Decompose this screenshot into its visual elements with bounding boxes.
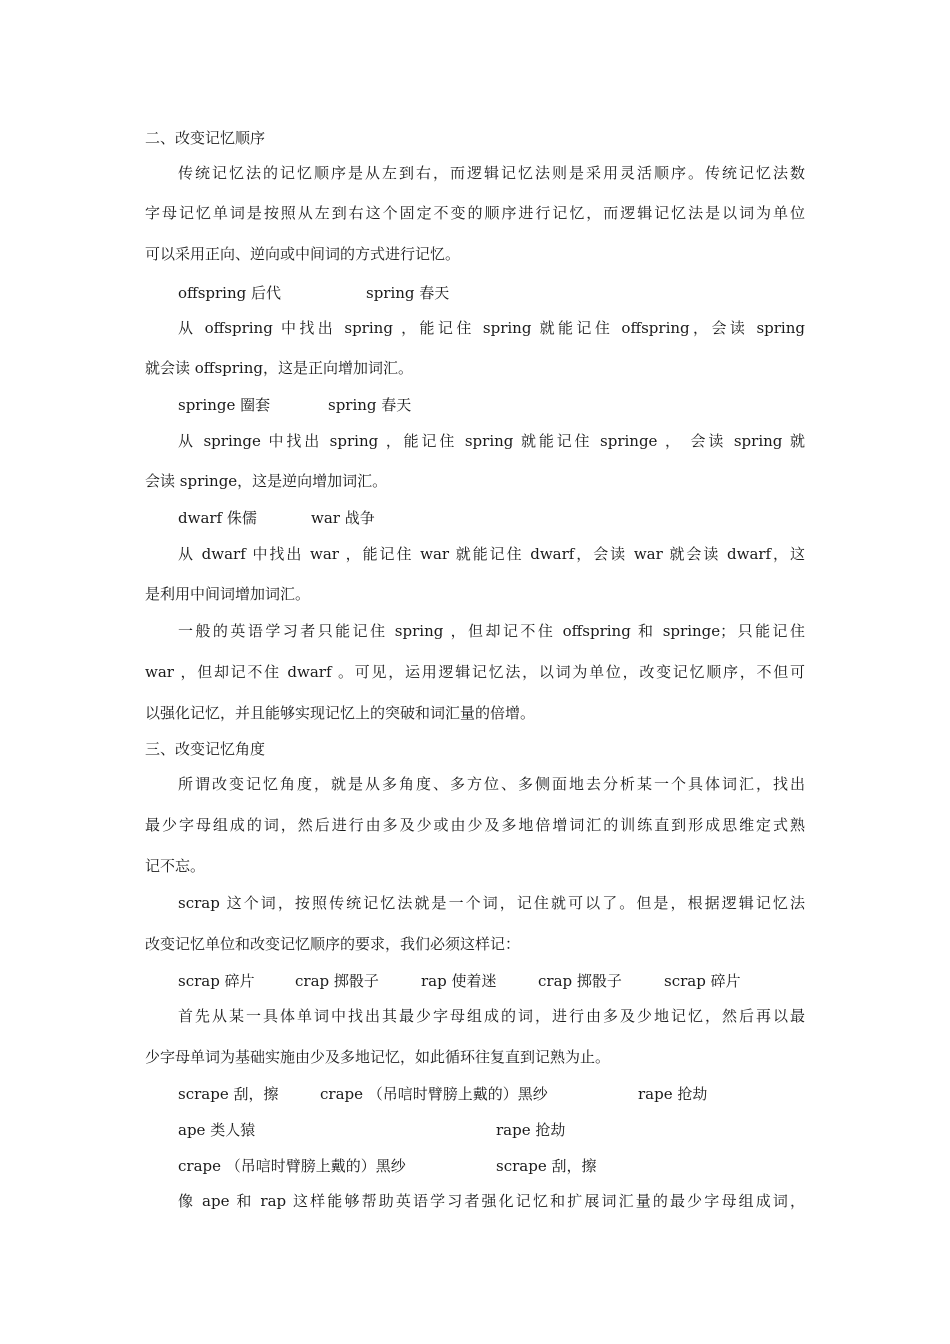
paragraph-line: 从 springe 中找出 spring ，能记住 spring 就能记住 springe ， 会读 spring 就: [178, 432, 805, 450]
paragraph-line: 可以采用正向、逆向或中间词的方式进行记忆。: [145, 245, 461, 263]
word-example: rape 抢劫: [496, 1121, 566, 1139]
paragraph-line: war ，但却记不住 dwarf 。可见，运用逻辑记忆法，以词为单位，改变记忆顺序，不但可: [145, 663, 805, 681]
word-pair-a: springe 圈套: [178, 396, 271, 414]
paragraph-line: 少字母单词为基础实施由少及多地记忆，如此循环往复直到记熟为止。: [145, 1048, 611, 1066]
word-example: scrape 刮，擦: [178, 1085, 279, 1103]
paragraph-line: 改变记忆单位和改变记忆顺序的要求，我们必须这样记：: [145, 935, 521, 953]
paragraph-line: 会读 springe，这是逆向增加词汇。: [145, 472, 388, 490]
section-heading: 三、改变记忆角度: [145, 740, 266, 758]
paragraph-line: 所谓改变记忆角度，就是从多角度、多方位、多侧面地去分析某一个具体词汇，找出: [178, 775, 805, 793]
word-chain-item: rap 使着迷: [421, 972, 497, 990]
word-pair-a: offspring 后代: [178, 284, 281, 302]
word-example: crape （吊唁时臂膀上戴的）黑纱: [320, 1085, 548, 1103]
paragraph-line: 以强化记忆，并且能够实现记忆上的突破和词汇量的倍增。: [145, 704, 536, 722]
word-chain-item: scrap 碎片: [178, 972, 255, 990]
word-example: ape 类人猿: [178, 1121, 256, 1139]
paragraph-line: 最少字母组成的词，然后进行由多及少或由少及多地倍增词汇的训练直到形成思维定式熟: [145, 816, 805, 834]
paragraph-line: 一般的英语学习者只能记住 spring ，但却记不住 offspring 和 springe；只能记住: [178, 622, 805, 640]
section-heading: 二、改变记忆顺序: [145, 129, 266, 147]
word-example: crape （吊唁时臂膀上戴的）黑纱: [178, 1157, 406, 1175]
word-chain-item: crap 掷骰子: [538, 972, 622, 990]
paragraph-line: 从 offspring 中找出 spring ，能记住 spring 就能记住 offspring，会读 spring: [178, 319, 805, 337]
paragraph-line: 首先从某一具体单词中找出其最少字母组成的词，进行由多及少地记忆，然后再以最: [178, 1007, 805, 1025]
word-pair-b: war 战争: [311, 509, 375, 527]
paragraph-line: 记不忘。: [145, 857, 206, 875]
paragraph-line: 传统记忆法的记忆顺序是从左到右，而逻辑记忆法则是采用灵活顺序。传统记忆法数: [178, 164, 805, 182]
paragraph-line: 是利用中间词增加词汇。: [145, 585, 311, 603]
word-pair-b: spring 春天: [366, 284, 450, 302]
word-example: rape 抢劫: [638, 1085, 708, 1103]
word-pair-b: spring 春天: [328, 396, 412, 414]
paragraph-line: scrap 这个词，按照传统记忆法就是一个词，记住就可以了。但是，根据逻辑记忆法: [178, 894, 805, 912]
word-chain-item: scrap 碎片: [664, 972, 741, 990]
paragraph-line: 字母记忆单词是按照从左到右这个固定不变的顺序进行记忆，而逻辑记忆法是以词为单位: [145, 204, 805, 222]
word-example: scrape 刮，擦: [496, 1157, 597, 1175]
paragraph-line: 像 ape 和 rap 这样能够帮助英语学习者强化记忆和扩展词汇量的最少字母组成词，: [178, 1192, 805, 1210]
paragraph-line: 从 dwarf 中找出 war ，能记住 war 就能记住 dwarf，会读 war 就会读 dwarf，这: [178, 545, 805, 563]
paragraph-line: 就会读 offspring，这是正向增加词汇。: [145, 359, 413, 377]
word-chain-item: crap 掷骰子: [295, 972, 379, 990]
word-pair-a: dwarf 侏儒: [178, 509, 257, 527]
